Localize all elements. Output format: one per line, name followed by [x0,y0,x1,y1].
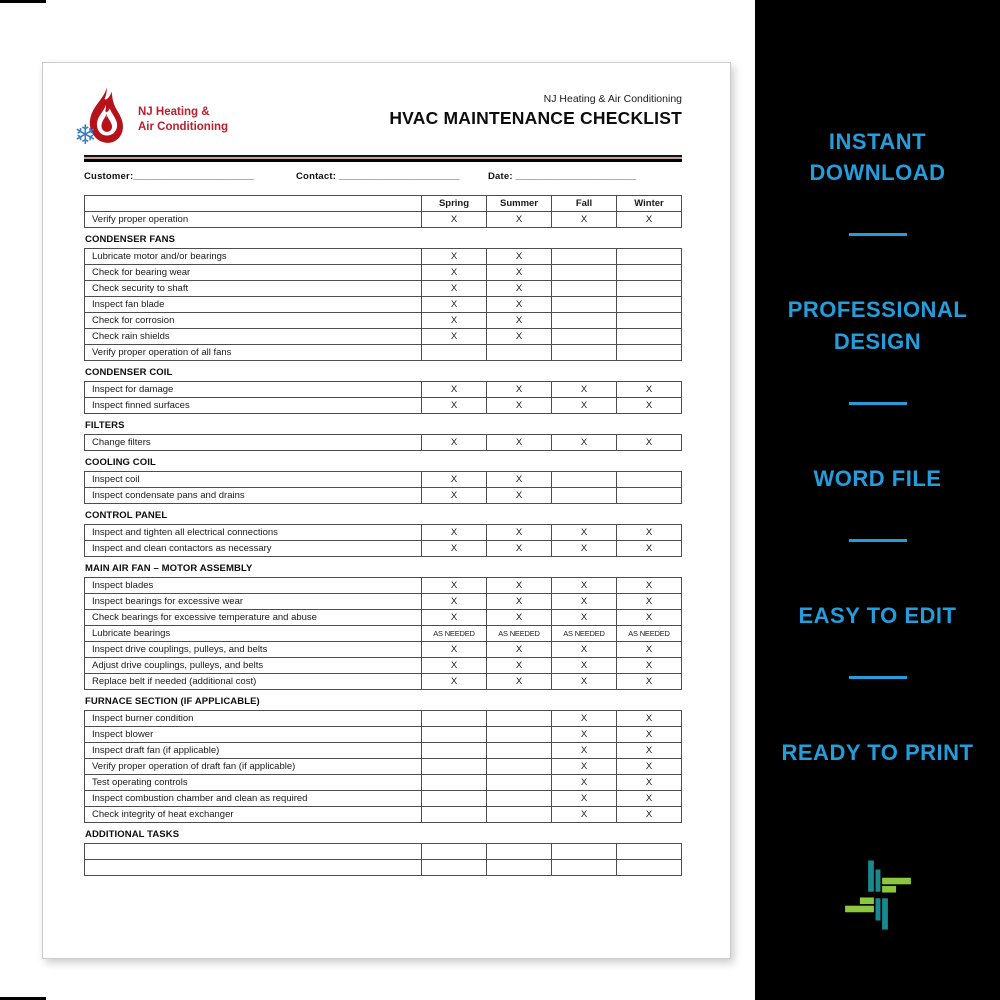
section-title: CONDENSER COIL [85,367,173,378]
task-cell: Verify proper operation of draft fan (if applicable) [85,759,422,775]
task-cell: Check bearings for excessive temperature and abuse [85,610,422,626]
mark-cell: X [487,541,552,557]
mark-cell: X [552,791,617,807]
mark-cell [487,727,552,743]
mark-cell [552,297,617,313]
mark-cell: X [552,658,617,674]
table-row [85,674,682,690]
table-row [85,472,682,488]
document-header [74,85,682,150]
season-header-row [85,196,682,212]
task-cell: Verify proper operation [85,212,422,228]
mark-cell [552,472,617,488]
table-row [85,297,682,313]
mark-cell [487,711,552,727]
table-row [85,281,682,297]
mark-cell: X [617,743,682,759]
task-cell: Inspect bearings for excessive wear [85,594,422,610]
title-block [389,85,682,129]
mark-cell [617,329,682,345]
task-cell: Inspect draft fan (if applicable) [85,743,422,759]
mark-cell: X [617,541,682,557]
task-cell: Change filters [85,435,422,451]
mark-cell: X [422,265,487,281]
mark-cell: X [422,578,487,594]
mark-cell: AS NEEDED [487,626,552,642]
mark-cell [617,472,682,488]
contact-field [296,171,488,182]
mark-cell: X [552,727,617,743]
checklist-table [84,471,682,504]
mark-cell: X [552,807,617,823]
mark-cell [487,844,552,860]
table-row [85,807,682,823]
table-row [85,435,682,451]
contact-blank-line: ______________________ [336,171,460,182]
task-cell: Replace belt if needed (additional cost) [85,674,422,690]
mark-cell: X [552,759,617,775]
mark-cell: X [552,578,617,594]
task-cell: Inspect and clean contactors as necessary [85,541,422,557]
feature-divider [849,233,907,236]
task-cell: Inspect blades [85,578,422,594]
mark-cell: X [422,525,487,541]
mark-cell: X [422,212,487,228]
feature-text: PROFESSIONAL DESIGN [787,297,968,354]
mark-cell: X [552,674,617,690]
company-name-line1: NJ Heating & [138,106,210,119]
section-title: CONDENSER FANS [85,234,176,245]
mark-cell: X [617,525,682,541]
mark-cell: X [487,525,552,541]
mark-cell [422,775,487,791]
task-cell: Check rain shields [85,329,422,345]
mark-cell: AS NEEDED [552,626,617,642]
mark-cell: X [487,658,552,674]
marketing-sidebar [755,0,1000,1000]
mark-cell: X [617,594,682,610]
feature-text: WORD FILE [813,465,942,491]
table-row [85,658,682,674]
mark-cell: X [617,435,682,451]
image-edge-mark-top [0,0,46,3]
mark-cell: AS NEEDED [617,626,682,642]
mark-cell: X [552,212,617,228]
task-cell: Lubricate bearings [85,626,422,642]
mark-cell: X [552,610,617,626]
mark-cell [422,727,487,743]
form-fields-row [84,171,682,182]
mark-cell [552,345,617,361]
mark-cell: X [552,642,617,658]
mark-cell [552,329,617,345]
table-row [85,578,682,594]
mark-cell: X [422,541,487,557]
task-cell: Test operating controls [85,775,422,791]
mark-cell: X [487,297,552,313]
checklist-table [84,195,682,228]
mark-cell [422,743,487,759]
table-row [85,594,682,610]
checklist-table [84,381,682,414]
table-row [85,727,682,743]
mark-cell [487,345,552,361]
customer-blank-line: ______________________ [133,171,254,182]
mark-cell [487,759,552,775]
document-page [42,62,731,959]
mark-cell: X [487,594,552,610]
mark-cell: X [617,578,682,594]
mark-cell [422,791,487,807]
mark-cell: AS NEEDED [422,626,487,642]
mark-cell [487,860,552,876]
task-cell: Inspect drive couplings, pulleys, and belts [85,642,422,658]
snowflake-icon: ❄ [74,120,97,150]
mark-cell: X [552,594,617,610]
mark-cell: X [422,658,487,674]
section-title: FURNACE SECTION (IF APPLICABLE) [85,696,260,707]
task-cell: Inspect burner condition [85,711,422,727]
mark-cell: X [617,398,682,414]
task-cell: Check for corrosion [85,313,422,329]
mark-cell: X [617,658,682,674]
mark-cell: X [617,212,682,228]
customer-label: Customer: [84,171,134,182]
season-header-cell: Spring [422,196,487,212]
table-row [85,775,682,791]
mark-cell: X [617,642,682,658]
table-row [85,398,682,414]
mark-cell: X [487,249,552,265]
task-cell: Check integrity of heat exchanger [85,807,422,823]
mark-cell: X [422,674,487,690]
table-row [85,265,682,281]
mark-cell: X [422,594,487,610]
task-cell: Inspect combustion chamber and clean as required [85,791,422,807]
task-cell [85,860,422,876]
mark-cell [617,345,682,361]
mark-cell [422,807,487,823]
table-row [85,743,682,759]
table-row [85,212,682,228]
company-name [138,95,228,135]
mark-cell [552,844,617,860]
mark-cell [617,488,682,504]
feature-text: READY TO PRINT [781,740,974,766]
mark-cell [617,265,682,281]
mark-cell: X [487,488,552,504]
mark-cell: X [422,472,487,488]
table-row [85,610,682,626]
pinwheel-logo-icon [841,855,915,940]
mark-cell [617,297,682,313]
checklist-table [84,577,682,690]
mark-cell: X [552,435,617,451]
feature-text: EASY TO EDIT [798,603,957,629]
company-name-line2: Air Conditioning [138,121,229,133]
feature-divider [849,539,907,542]
header-company-text: NJ Heating & Air Conditioning [543,93,682,105]
mark-cell: X [487,472,552,488]
task-cell [85,844,422,860]
header-spacer-cell [85,196,422,212]
table-row [85,626,682,642]
checklist-table [84,524,682,557]
mark-cell [422,711,487,727]
task-cell: Inspect coil [85,472,422,488]
mark-cell: X [487,382,552,398]
table-row [85,860,682,876]
feature-list [772,126,984,769]
table-row [85,382,682,398]
mark-cell [617,844,682,860]
mark-cell [487,775,552,791]
mark-cell: X [552,711,617,727]
mark-cell: X [617,775,682,791]
mark-cell [422,844,487,860]
mark-cell [552,265,617,281]
customer-field [84,171,296,182]
mark-cell [617,249,682,265]
table-row [85,525,682,541]
section-title: COOLING COIL [85,457,156,468]
mark-cell [552,249,617,265]
mark-cell: X [487,212,552,228]
mark-cell: X [617,759,682,775]
mark-cell: X [487,674,552,690]
task-cell: Inspect fan blade [85,297,422,313]
table-row [85,488,682,504]
table-row [85,313,682,329]
mark-cell: X [487,281,552,297]
table-row [85,329,682,345]
mark-cell: X [422,329,487,345]
contact-label: Contact: [296,171,337,182]
mark-cell [552,488,617,504]
mark-cell [487,743,552,759]
mark-cell [487,807,552,823]
task-cell: Inspect condensate pans and drains [85,488,422,504]
flame-icon [74,85,128,150]
mark-cell: X [422,642,487,658]
task-cell: Inspect for damage [85,382,422,398]
season-header-cell: Summer [487,196,552,212]
task-cell: Verify proper operation of all fans [85,345,422,361]
mark-cell: X [487,435,552,451]
task-cell: Inspect blower [85,727,422,743]
mark-cell: X [552,775,617,791]
task-cell: Check security to shaft [85,281,422,297]
mark-cell [422,759,487,775]
mark-cell: X [487,578,552,594]
mark-cell: X [422,297,487,313]
mark-cell: X [617,382,682,398]
task-cell: Inspect and tighten all electrical connections [85,525,422,541]
mark-cell: X [487,313,552,329]
company-logo [74,85,229,150]
section-title: CONTROL PANEL [85,510,168,521]
feature-divider [849,676,907,679]
checklist-table [84,843,682,876]
mark-cell [617,313,682,329]
mark-cell: X [422,281,487,297]
table-row [85,759,682,775]
season-header-cell: Winter [617,196,682,212]
mark-cell: X [422,435,487,451]
task-cell: Inspect finned surfaces [85,398,422,414]
mark-cell [422,860,487,876]
mark-cell: X [552,525,617,541]
section-title: FILTERS [85,420,125,431]
table-row [85,345,682,361]
mark-cell [617,281,682,297]
mark-cell: X [487,610,552,626]
task-cell: Adjust drive couplings, pulleys, and belts [85,658,422,674]
task-cell: Lubricate motor and/or bearings [85,249,422,265]
mark-cell [552,281,617,297]
table-row [85,791,682,807]
mark-cell: X [617,727,682,743]
mark-cell: X [487,642,552,658]
checklist-table [84,434,682,451]
page-title: HVAC MAINTENANCE CHECKLIST [389,108,682,128]
mark-cell [552,313,617,329]
mark-cell [552,860,617,876]
section-title: MAIN AIR FAN – MOTOR ASSEMBLY [85,563,253,574]
checklist-table [84,248,682,361]
mark-cell: X [552,382,617,398]
table-row [85,711,682,727]
header-divider-rule [84,155,682,162]
table-row [85,844,682,860]
table-row [85,642,682,658]
mark-cell [422,345,487,361]
mark-cell [487,791,552,807]
mark-cell: X [617,791,682,807]
task-cell: Check for bearing wear [85,265,422,281]
date-label: Date: [488,171,513,182]
maintenance-checklist [84,195,682,876]
date-field [488,171,636,182]
feature-divider [849,402,907,405]
mark-cell: X [422,610,487,626]
season-header-cell: Fall [552,196,617,212]
date-blank-line: ______________________ [512,171,637,182]
mark-cell: X [617,711,682,727]
mark-cell: X [487,265,552,281]
mark-cell: X [617,807,682,823]
mark-cell: X [552,398,617,414]
feature-text: INSTANT DOWNLOAD [809,129,946,186]
mark-cell [617,860,682,876]
mark-cell: X [422,398,487,414]
table-row [85,249,682,265]
mark-cell: X [422,249,487,265]
mark-cell: X [422,488,487,504]
mark-cell: X [487,398,552,414]
mark-cell: X [552,541,617,557]
mark-cell: X [617,674,682,690]
mark-cell: X [422,313,487,329]
mark-cell: X [617,610,682,626]
mark-cell: X [422,382,487,398]
mark-cell: X [487,329,552,345]
checklist-table [84,710,682,823]
mark-cell: X [552,743,617,759]
table-row [85,541,682,557]
section-title: ADDITIONAL TASKS [85,829,180,840]
